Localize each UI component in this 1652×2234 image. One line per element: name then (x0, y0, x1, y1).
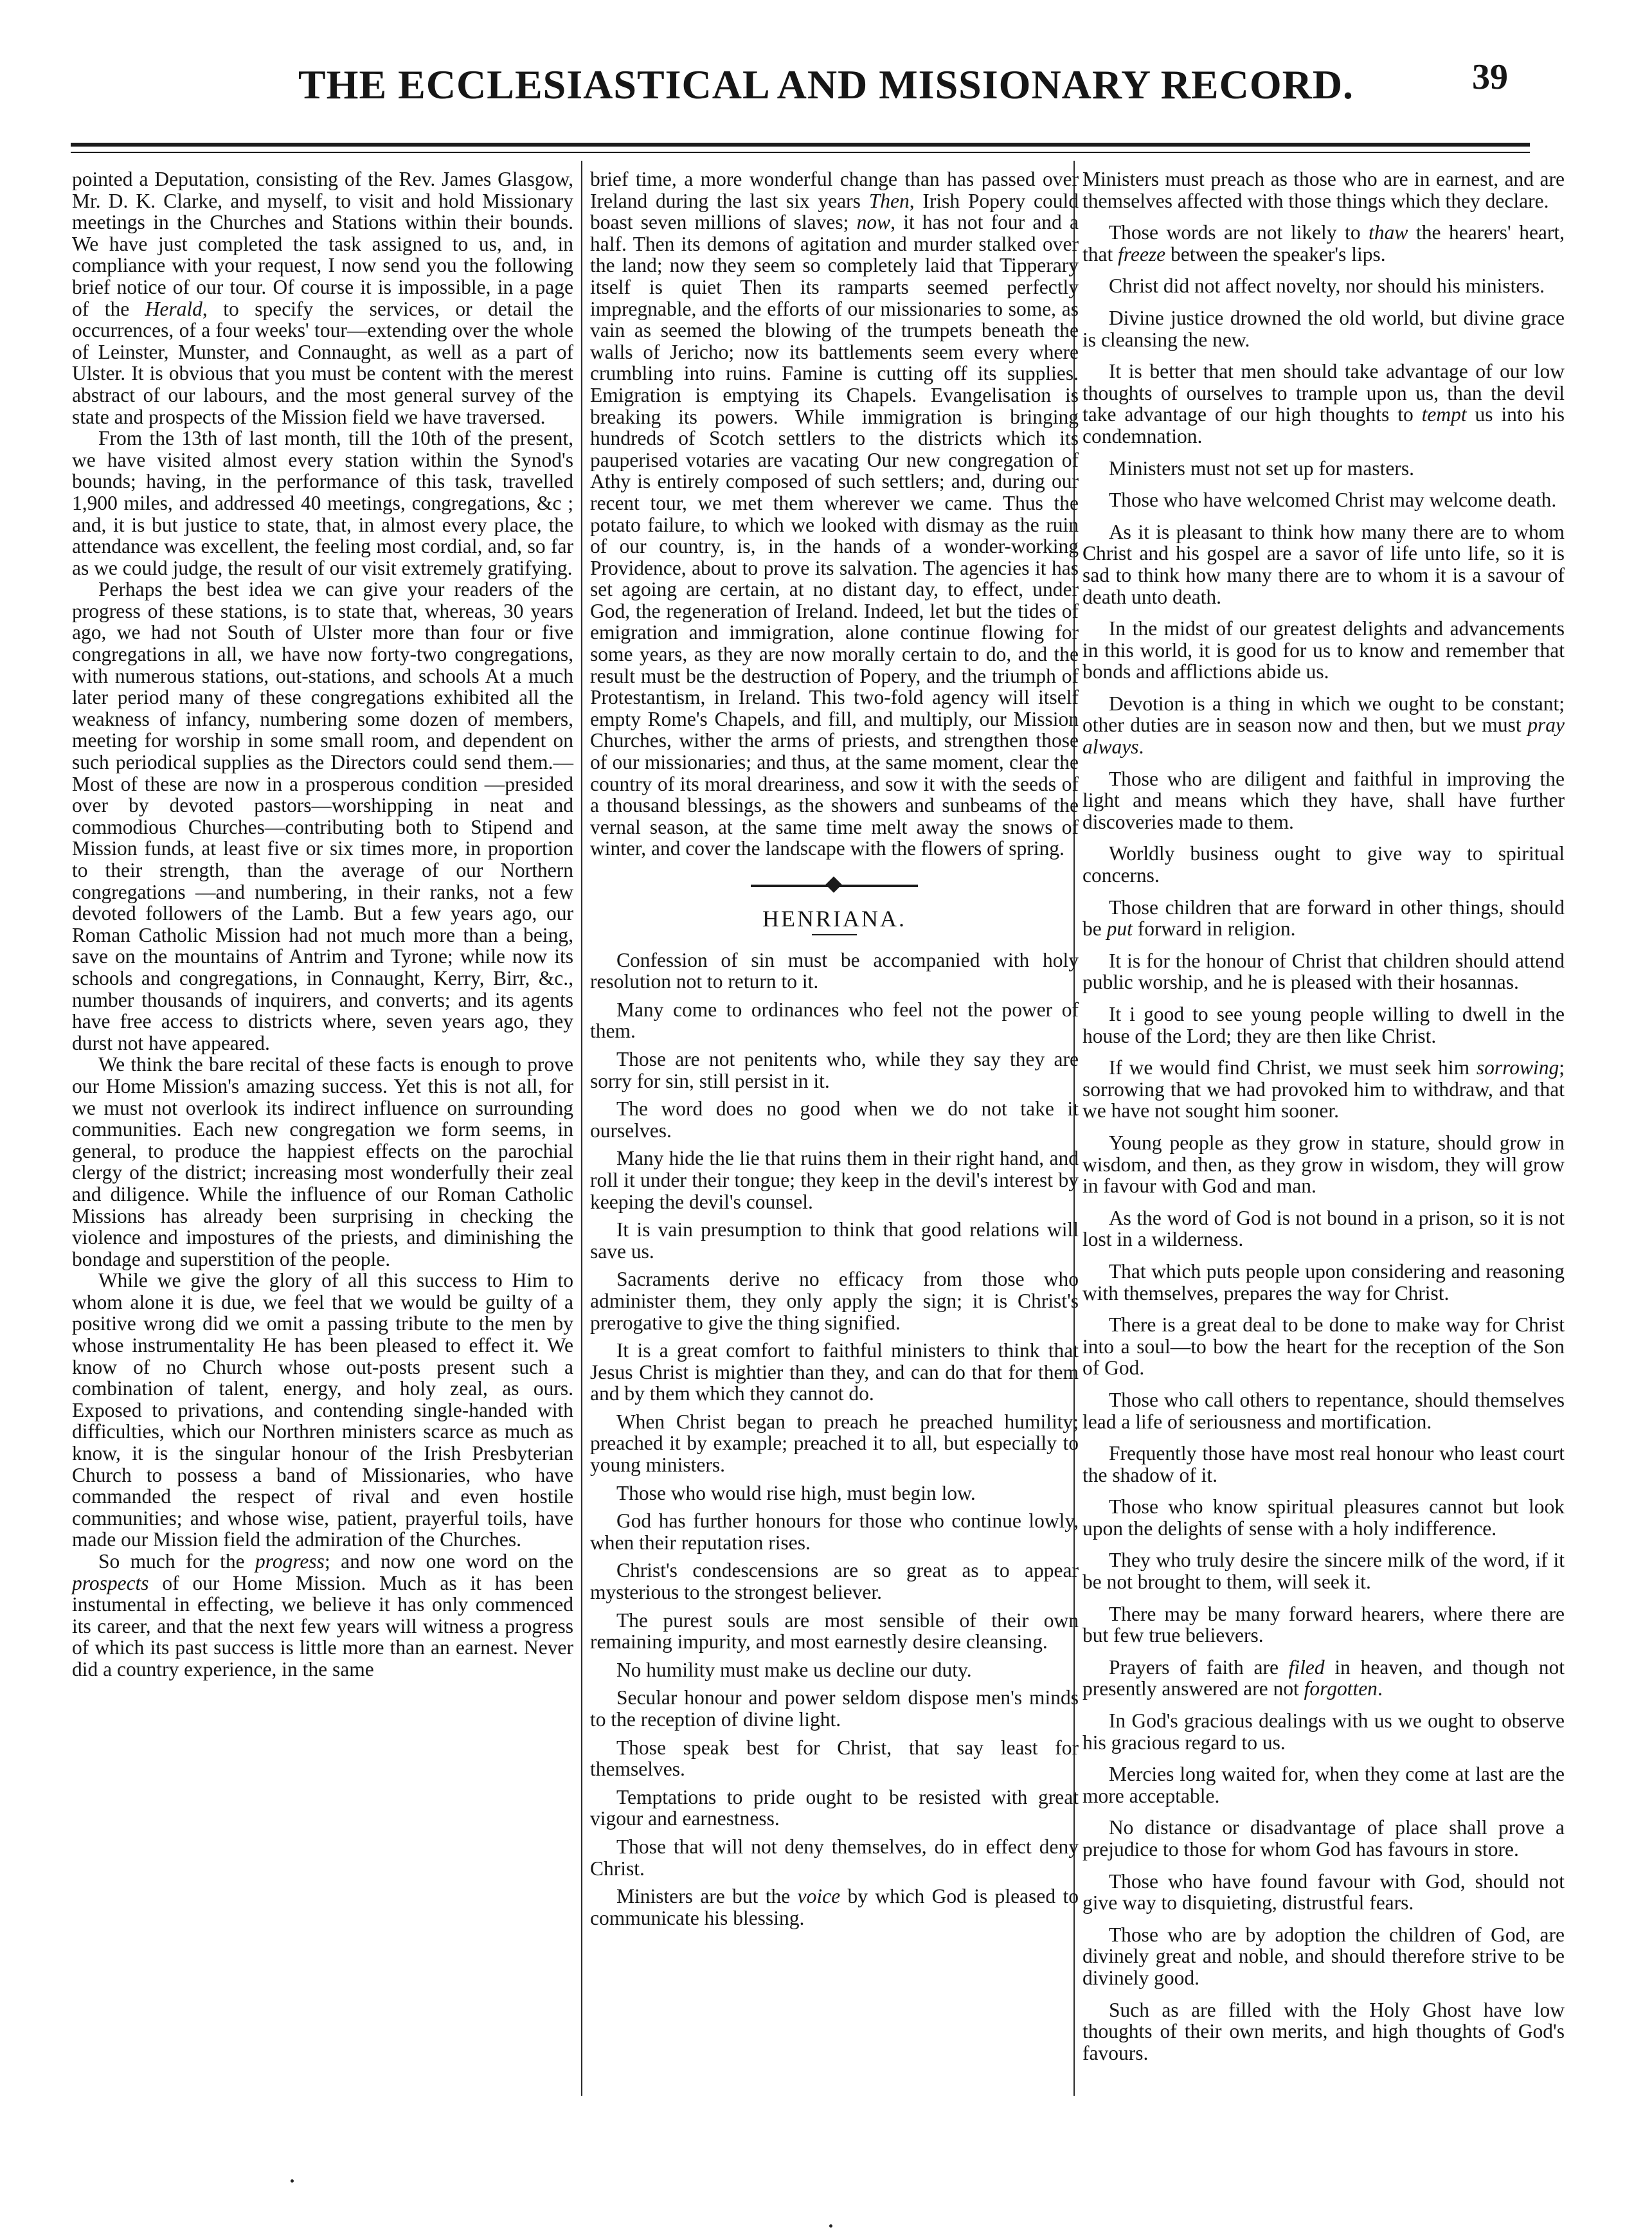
aphorism: Those are not penitents who, while they say they are sorry for sin, still persist in it. (590, 1047, 1079, 1092)
header-rule-thin (71, 152, 1530, 153)
italic-text: Herald (145, 297, 202, 320)
aphorism: Many come to ordinances who feel not the power of them. (590, 998, 1079, 1043)
italic-text: progress (255, 1550, 325, 1572)
italic-text: Then (868, 189, 910, 212)
aphorism (1082, 1657, 1565, 1700)
henriana-section (590, 950, 1079, 1929)
column-mission-and-henriana (590, 168, 1079, 1935)
aphorism: Worldly business ought to give way to spiritual concerns. (1082, 842, 1565, 887)
aphorism: They who truly desire the sincere milk of the word, if it be not brought to them, will seek it. (1082, 1549, 1565, 1594)
aphorism: No humility must make us decline our duty. (616, 1658, 972, 1681)
aphorism: In the midst of our greatest delights and advancements in this world, it is good for us to know and remember that bonds and afflictions abide us. (1082, 617, 1565, 683)
text-run: It is better that men should take advantage of our low thoughts of ourselves to trample upon us, than the devil take advantage of our high thoughts to (1082, 360, 1565, 426)
text-run: pointed a Deputation, consisting of the Rev. James Glasgow, Mr. D. K. Clarke, and myself, to visit and hold Missionary meetings in the Churches and Stations within their bounds. We have just completed the task assigned to us, and, in compliance with your request, I now send you the following brief notice of our tour. Of course it is impossible, in a page of the (72, 168, 573, 320)
text-run: forward in religion. (1137, 917, 1296, 941)
paragraph: While we give the glory of all this success to Him to whom alone it is due, we feel that we would be guilty of a positive wrong did we omit a passing tribute to the men by whose instrumentality He has been pleased to effect it. We know of no Church whose out-posts present such a combination of talent, energy, and holy zeal, as ours. Exposed to privations, and contending single-handed with difficulties, which our Northren ministers scarce as much as know, it is the singular honour of the Irish Presbyterian Church to possess a band of Missionaries, who have commanded the respect of rival and even hostile communities; and whose wise, patient, prayerful toils, have made our Mission field the admiration of the Churches. (72, 1269, 573, 1551)
aphorism: It i good to see young people willing to dwell in the house of the Lord; they are then like Christ. (1082, 1003, 1565, 1047)
aphorism: Ministers must preach as those who are in earnest, and are themselves affected with those things which they declare. (1082, 168, 1565, 212)
text-run: Those children that are forward in other things, should be (1082, 896, 1565, 941)
aphorism: Such as are filled with the Holy Ghost have low thoughts of their own merits, and high thoughts of God's favours. (1082, 1998, 1565, 2064)
text-run: between the speaker's lips. (1171, 242, 1386, 266)
italic-text: sorrowing (1476, 1056, 1559, 1079)
aphorism: Those speak best for Christ, that say least for themselves. (590, 1736, 1079, 1781)
aphorism: Confession of sin must be accompanied with holy resolution not to return to it. (590, 948, 1079, 993)
text-run: the hearers' heart, that (1082, 221, 1565, 266)
text-run: Ministers are but the (616, 1885, 791, 1908)
aphorism: Young people as they grow in stature, should grow in wisdom, and then, as they grow in wisdom, they will grow in favour with God and man. (1082, 1131, 1565, 1198)
italic-text: prospects (72, 1571, 149, 1594)
aphorism: When Christ began to preach he preached humility; preached it by example; preached it to all, but especially to young ministers. (590, 1410, 1079, 1477)
aphorism: Temptations to pride ought to be resisted with great vigour and earnestness. (590, 1785, 1079, 1830)
aphorism: It is vain presumption to think that good relations will save us. (590, 1218, 1079, 1263)
italic-text: freeze (1118, 242, 1166, 266)
italic-text: voice (797, 1885, 841, 1908)
italic-text: forgotten (1304, 1677, 1378, 1700)
paragraph (72, 168, 573, 428)
italic-text: now (856, 211, 891, 234)
aphorism: Those who call others to repentance, should themselves lead a life of seriousness and mortification. (1082, 1388, 1565, 1433)
aphorism (1082, 693, 1565, 758)
text-run: . (1377, 1677, 1383, 1700)
aphorism: The purest souls are most sensible of their own remaining impurity, and most earnestly desire cleansing. (590, 1608, 1079, 1653)
column-mission-report (72, 168, 573, 1680)
text-run: , Irish Popery could boast seven millions of slaves; (590, 189, 1079, 234)
paragraph (590, 168, 1079, 860)
italic-text: tempt (1421, 403, 1467, 426)
text-run: , it has not four and a half. Then its demons of agitation and murder stalked over the land; now they seem so completely laid that Tipperary itself is quiet Then its ramparts seemed perfectly impregnable, and the efforts of our missionaries to some, as vain as seemed the blowing of the trumpets beneath the walls of Jericho; now its battlements seem every where crumbling into ruins. Famine is cutting off its supplies. Emigration is emptying its Chapels. Evangelisation is breaking its powers. While immigration is bringing hundreds of Scotch settlers to the districts which its pauperised votaries are vacating Our new congregation of Athy is entirely composed of such settlers; and, during our recent tour, we met them wherever we came. Thus the potato failure, to which we looked with dismay as the ruin of our country, is, in the hands of a wonder-working Providence, about to prove its salvation. The agencies it has set agoing are certain, at no distant day, to effect, under God, the regeneration of Ireland. Indeed, let but the tides of emigration and immigration, alone continue flowing for some years, as they are now morally certain to do, and the result must be the destruction of Popery, and the triumph of Protestantism, in Ireland. This two-fold agency will itself empty Rome's Chapels, and fill, and multiply, our Mission Churches, wither the arms of priests, and strengthen those of our missionaries; and thus, at the same moment, clear the country of its moral dreariness, and sow it with the seeds of a thousand blessings, as the showers and sunbeams of the vernal season, at the same time melt away the snows of winter, and cover the landscape with the flowers of spring. (590, 211, 1079, 860)
aphorism (1082, 222, 1565, 265)
aphorism: Those who have found favour with God, should not give way to disquieting, distrustful fears. (1082, 1869, 1565, 1914)
italic-text: filed (1288, 1655, 1325, 1679)
aphorism: Mercies long waited for, when they come at last are the more acceptable. (1082, 1763, 1565, 1807)
text-run: So much for the (98, 1550, 245, 1572)
aphorism: Ministers must not set up for masters. (1108, 456, 1415, 480)
header-rule-thick (71, 143, 1530, 147)
aphorism: Those who would rise high, must begin low. (616, 1481, 976, 1504)
aphorism (1082, 361, 1565, 447)
italic-text: thaw (1369, 221, 1408, 244)
aphorism: There may be many forward hearers, where there are but few true believers. (1082, 1602, 1565, 1647)
column-divider-1 (581, 161, 582, 2096)
text-run: us into his condemnation. (1082, 403, 1565, 447)
aphorism: Secular honour and power seldom dispose men's minds to the reception of divine light. (590, 1686, 1079, 1731)
aphorism: That which puts people upon considering and reasoning with themselves, prepares the way for Christ. (1082, 1259, 1565, 1304)
aphorism: There is a great deal to be done to make way for Christ into a soul—to bow the heart for the reception of the Son of God. (1082, 1313, 1565, 1380)
text-run: brief time, a more wonderful change than has passed over Ireland during the last six years (590, 168, 1079, 212)
aphorism: Frequently those have most real honour who least court the shadow of it. (1082, 1442, 1565, 1486)
aphorism: Divine justice drowned the old world, but divine grace is cleansing the new. (1082, 306, 1565, 351)
paragraph: From the 13th of last month, till the 10th of the present, we have visited almost every station within the Synod's bounds; having, in the performance of this task, travelled 1,900 miles, and addressed 40 meetings, congregations, &c ; and, it is but justice to state, that, in almost every place, the attendance was excellent, the feeling most cordial, and, so far as we could judge, the result of our visit extremely gratifying. (72, 427, 573, 579)
aphorism: In God's gracious dealings with us we ought to observe his gracious regard to us. (1082, 1709, 1565, 1754)
text-run: , to specify the services, or detail the occurrences, of a four weeks' tour—extending over the whole of Leinster, Munster, and Connaught, as well as a part of Ulster. It is obvious that you must be content with the merest abstract of our labours, and the most general survey of the state and prospects of the Mission field we have traversed. (72, 297, 573, 428)
text-run: in heaven, and though not presently answered are not (1082, 1655, 1565, 1700)
aphorism: Those who are by adoption the children of God, are divinely great and noble, and should therefore strive to be divinely good. (1082, 1923, 1565, 1989)
aphorism: Those that will not deny themselves, do in effect deny Christ. (590, 1835, 1079, 1880)
aphorism: Christ's condescensions are so great as to appear mysterious to the strongest believer. (590, 1559, 1079, 1604)
page-number: 39 (1472, 57, 1508, 97)
text-run: If we would find Christ, we must seek him (1108, 1056, 1470, 1079)
aphorism: Christ did not affect novelty, nor should his ministers. (1108, 275, 1545, 298)
text-run: . (1138, 735, 1144, 759)
aphorism: God has further honours for those who continue lowly, when their reputation rises. (590, 1509, 1079, 1554)
aphorism: Sacraments derive no efficacy from those who administer them, they only apply the sign; it is Christ's prerogative to give the thing signified. (590, 1268, 1079, 1334)
text-run: Devotion is a thing in which we ought to be constant; other duties are in season now and then, but we must (1082, 692, 1565, 737)
aphorism: It is for the honour of Christ that children should attend public worship, and he is pleased with their hosannas. (1082, 949, 1565, 994)
aphorism (1082, 1057, 1565, 1122)
text-run: Prayers of faith are (1108, 1655, 1279, 1679)
aphorism: As it is pleasant to think how many there are to whom Christ and his gospel are a savor of life unto life, so it is sad to think how many there are to whom it is a savour of death unto death. (1082, 520, 1565, 608)
aphorism: Those who are diligent and faithful in improving the light and means which they have, shall have further discoveries made to them. (1082, 767, 1565, 833)
aphorism: It is a great comfort to faithful ministers to think that Jesus Christ is mightier than they, and can do that for them and by them which they cannot do. (590, 1339, 1079, 1405)
italic-text: pray always (1082, 714, 1565, 759)
section-title-henriana: HENRIANA. (762, 906, 906, 932)
aphorism: Those who know spiritual pleasures cannot but look upon the delights of sense with a holy indifference. (1082, 1495, 1565, 1540)
ink-speck (829, 2224, 832, 2228)
aphorism: Those who have welcomed Christ may welcome death. (1108, 489, 1557, 512)
aphorism: The word does no good when we do not take it ourselves. (590, 1097, 1079, 1142)
paragraph: Perhaps the best idea we can give your readers of the progress of these stations, is to state that, whereas, 30 years ago, we had not South of Ulster more than four or five congregations in all, we have now forty-two congregations, with numerous stations, out-stations, and schools At a much later period many of these congregations exhibited all the weakness of infancy, numbering some dozen of members, meeting for worship in some small room, and dependent on such periodical supplies as the Directors could send them.— Most of these are now in a prosperous condition —presided over by devoted pastors—worshipping in neat and commodious Churches—contributing both to Stipend and Mission funds, at least five or six times more, in proportion to their strength, than the average of our Northern congregations —and numbering, in their ranks, not a few devoted followers of the Lamb. But a few years ago, our Roman Catholic Mission had not much more than a being, save on the mountains of Antrim and Tyrone; while now its schools and congregations, in Connaught, Kerry, Birr, &c., number thousands of inquirers, and converts; and its agents have free access to districts where, seven years ago, they durst not have appeared. (72, 578, 573, 1054)
section-ornament (751, 881, 918, 890)
text-run: of our Home Mission. Much as it has been instumental in effecting, we believe it has only commenced its career, and that the next few years will witness a progress of which its past success is little more than an earnest. Never did a country experience, in the same (72, 1571, 573, 1680)
column-henriana-continued (1082, 168, 1565, 2074)
text-run: by which God is pleased to communicate his blessing. (590, 1885, 1079, 1929)
section-title-rule (812, 934, 857, 935)
paragraph: We think the bare recital of these facts is enough to prove our Home Mission's amazing success. Yet this is not all, for we must not overlook its indirect influence on surrounding communities. Each new congregation we form seems, in general, to produce the happiest effects on the parochial clergy of the district; increasing most wonderfully their zeal and diligence. While the influence of our Roman Catholic Missions has already been surprising in checking the violence and impostures of the priests, and diminishing the bondage and superstition of the people. (72, 1053, 573, 1270)
ink-speck (291, 2179, 294, 2183)
text-run: Those words are not likely to (1108, 221, 1361, 244)
masthead-title: THE ECCLESIASTICAL AND MISSIONARY RECORD. (298, 62, 1354, 107)
aphorism (590, 1886, 1079, 1929)
aphorism: No distance or disadvantage of place shall prove a prejudice to those for whom God has favours in store. (1082, 1816, 1565, 1860)
ornament-diamond-icon (825, 876, 841, 892)
italic-text: put (1106, 917, 1133, 941)
paragraph (72, 1551, 573, 1680)
text-run: ; sorrowing that we had provoked him to withdraw, and that we have not sought him sooner. (1082, 1056, 1565, 1122)
aphorism: As the word of God is not bound in a prison, so it is not lost in a wilderness. (1082, 1206, 1565, 1251)
aphorism (1082, 897, 1565, 940)
aphorism: Many hide the lie that ruins them in their right hand, and roll it under their tongue; they keep in the devil's interest by keeping the devil's counsel. (590, 1147, 1079, 1213)
text-run: ; and now one word on the (324, 1550, 574, 1572)
